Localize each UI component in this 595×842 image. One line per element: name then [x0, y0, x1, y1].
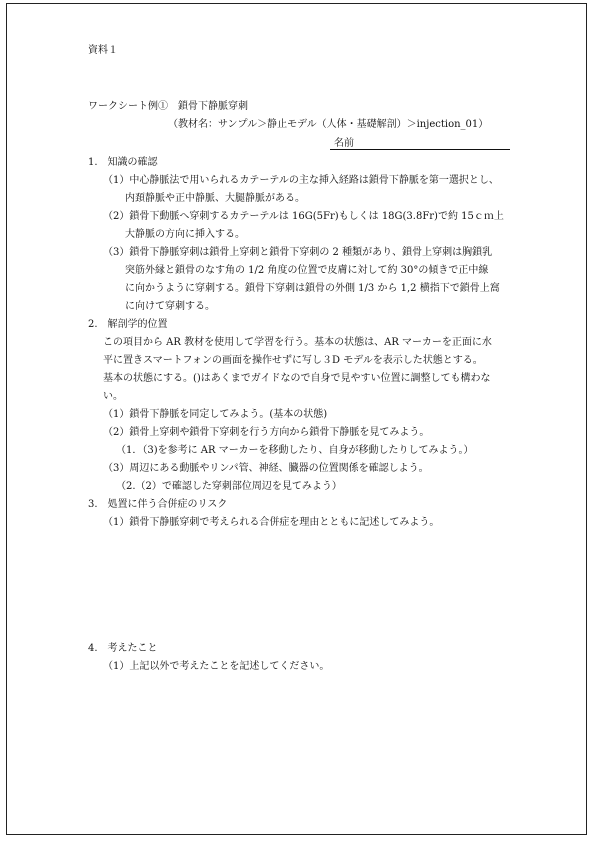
name-label: 名前 [334, 138, 354, 149]
section-2-paragraph-line: い。 [103, 391, 123, 402]
section-1-line: 内頚静脈や正中静脈、大腿静脈がある。 [125, 193, 305, 204]
section-4-item: （1）上記以外で考えたことを記述してください。 [103, 661, 330, 672]
section-4-heading: 4. 考えたこと [88, 643, 158, 654]
section-1-line: に向けて穿刺する。 [125, 301, 215, 312]
section-2-paragraph-line: 基本の状態にする。()はあくまでガイドなので自身で見やすい位置に調整しても構わな [103, 373, 491, 384]
section-2-item: （2）鎖骨上穿刺や鎖骨下穿刺を行う方向から鎖骨下静脈を見てみよう。 [103, 427, 430, 438]
section-3-heading: 3. 処置に伴う合併症のリスク [88, 499, 228, 510]
material-name: （教材名：サンプル＞静止モデル（人体・基礎解剖）＞injection_01） [168, 119, 489, 130]
section-2-paragraph-line: 平に置きスマートフォンの画面を操作せずに写し３D モデルを表示した状態とする。 [103, 355, 483, 366]
name-underline [330, 149, 510, 150]
section-1-line: （2）鎖骨下動脈へ穿刺するカテーテルは 16G(5Fr)もしくは 18G(3.8Fr)で約 15ｃｍ上 [103, 211, 504, 222]
section-1-line: 突筋外縁と鎖骨のなす角の 1/2 角度の位置で皮膚に対して約 30°の傾きで正中線 [125, 265, 489, 276]
section-1-line: 大静脈の方向に挿入する。 [125, 229, 245, 240]
section-2-item-note: （2.（2）で確認した穿刺部位周辺を見てみよう） [116, 481, 342, 492]
worksheet-title: ワークシート例① 鎖骨下静脈穿刺 [88, 101, 248, 112]
section-1-line: （3）鎖骨下静脈穿刺は鎖骨上穿刺と鎖骨下穿刺の 2 種類があり、鎖骨上穿刺は胸鎖乳 [103, 247, 493, 258]
section-2-paragraph-line: この項目から AR 教材を使用して学習を行う。基本の状態は、AR マーカーを正面に水 [103, 337, 492, 348]
section-2-item: （1）鎖骨下静脈を同定してみよう。(基本の状態) [103, 409, 328, 420]
section-2-heading: 2. 解剖学的位置 [88, 319, 168, 330]
section-1-line: （1）中心静脈法で用いられるカテーテルの主な挿入経路は鎖骨下静脈を第一選択とし、 [103, 175, 499, 186]
document-label: 資料１ [88, 45, 118, 56]
section-1-heading: 1. 知識の確認 [88, 157, 158, 168]
section-2-item-note: （1．（3)を参考に AR マーカーを移動したり、自身が移動したりしてみよう。） [116, 445, 474, 456]
section-2-item: （3）周辺にある動脈やリンパ管、神経、臓器の位置関係を確認しよう。 [103, 463, 429, 474]
section-1-line: に向かうように穿刺する。鎖骨下穿刺は鎖骨の外側 1/3 から 1,2 横指下で鎖骨上窩 [125, 283, 500, 294]
section-3-item: （1）鎖骨下静脈穿刺で考えられる合併症を理由とともに記述してみよう。 [103, 517, 440, 528]
